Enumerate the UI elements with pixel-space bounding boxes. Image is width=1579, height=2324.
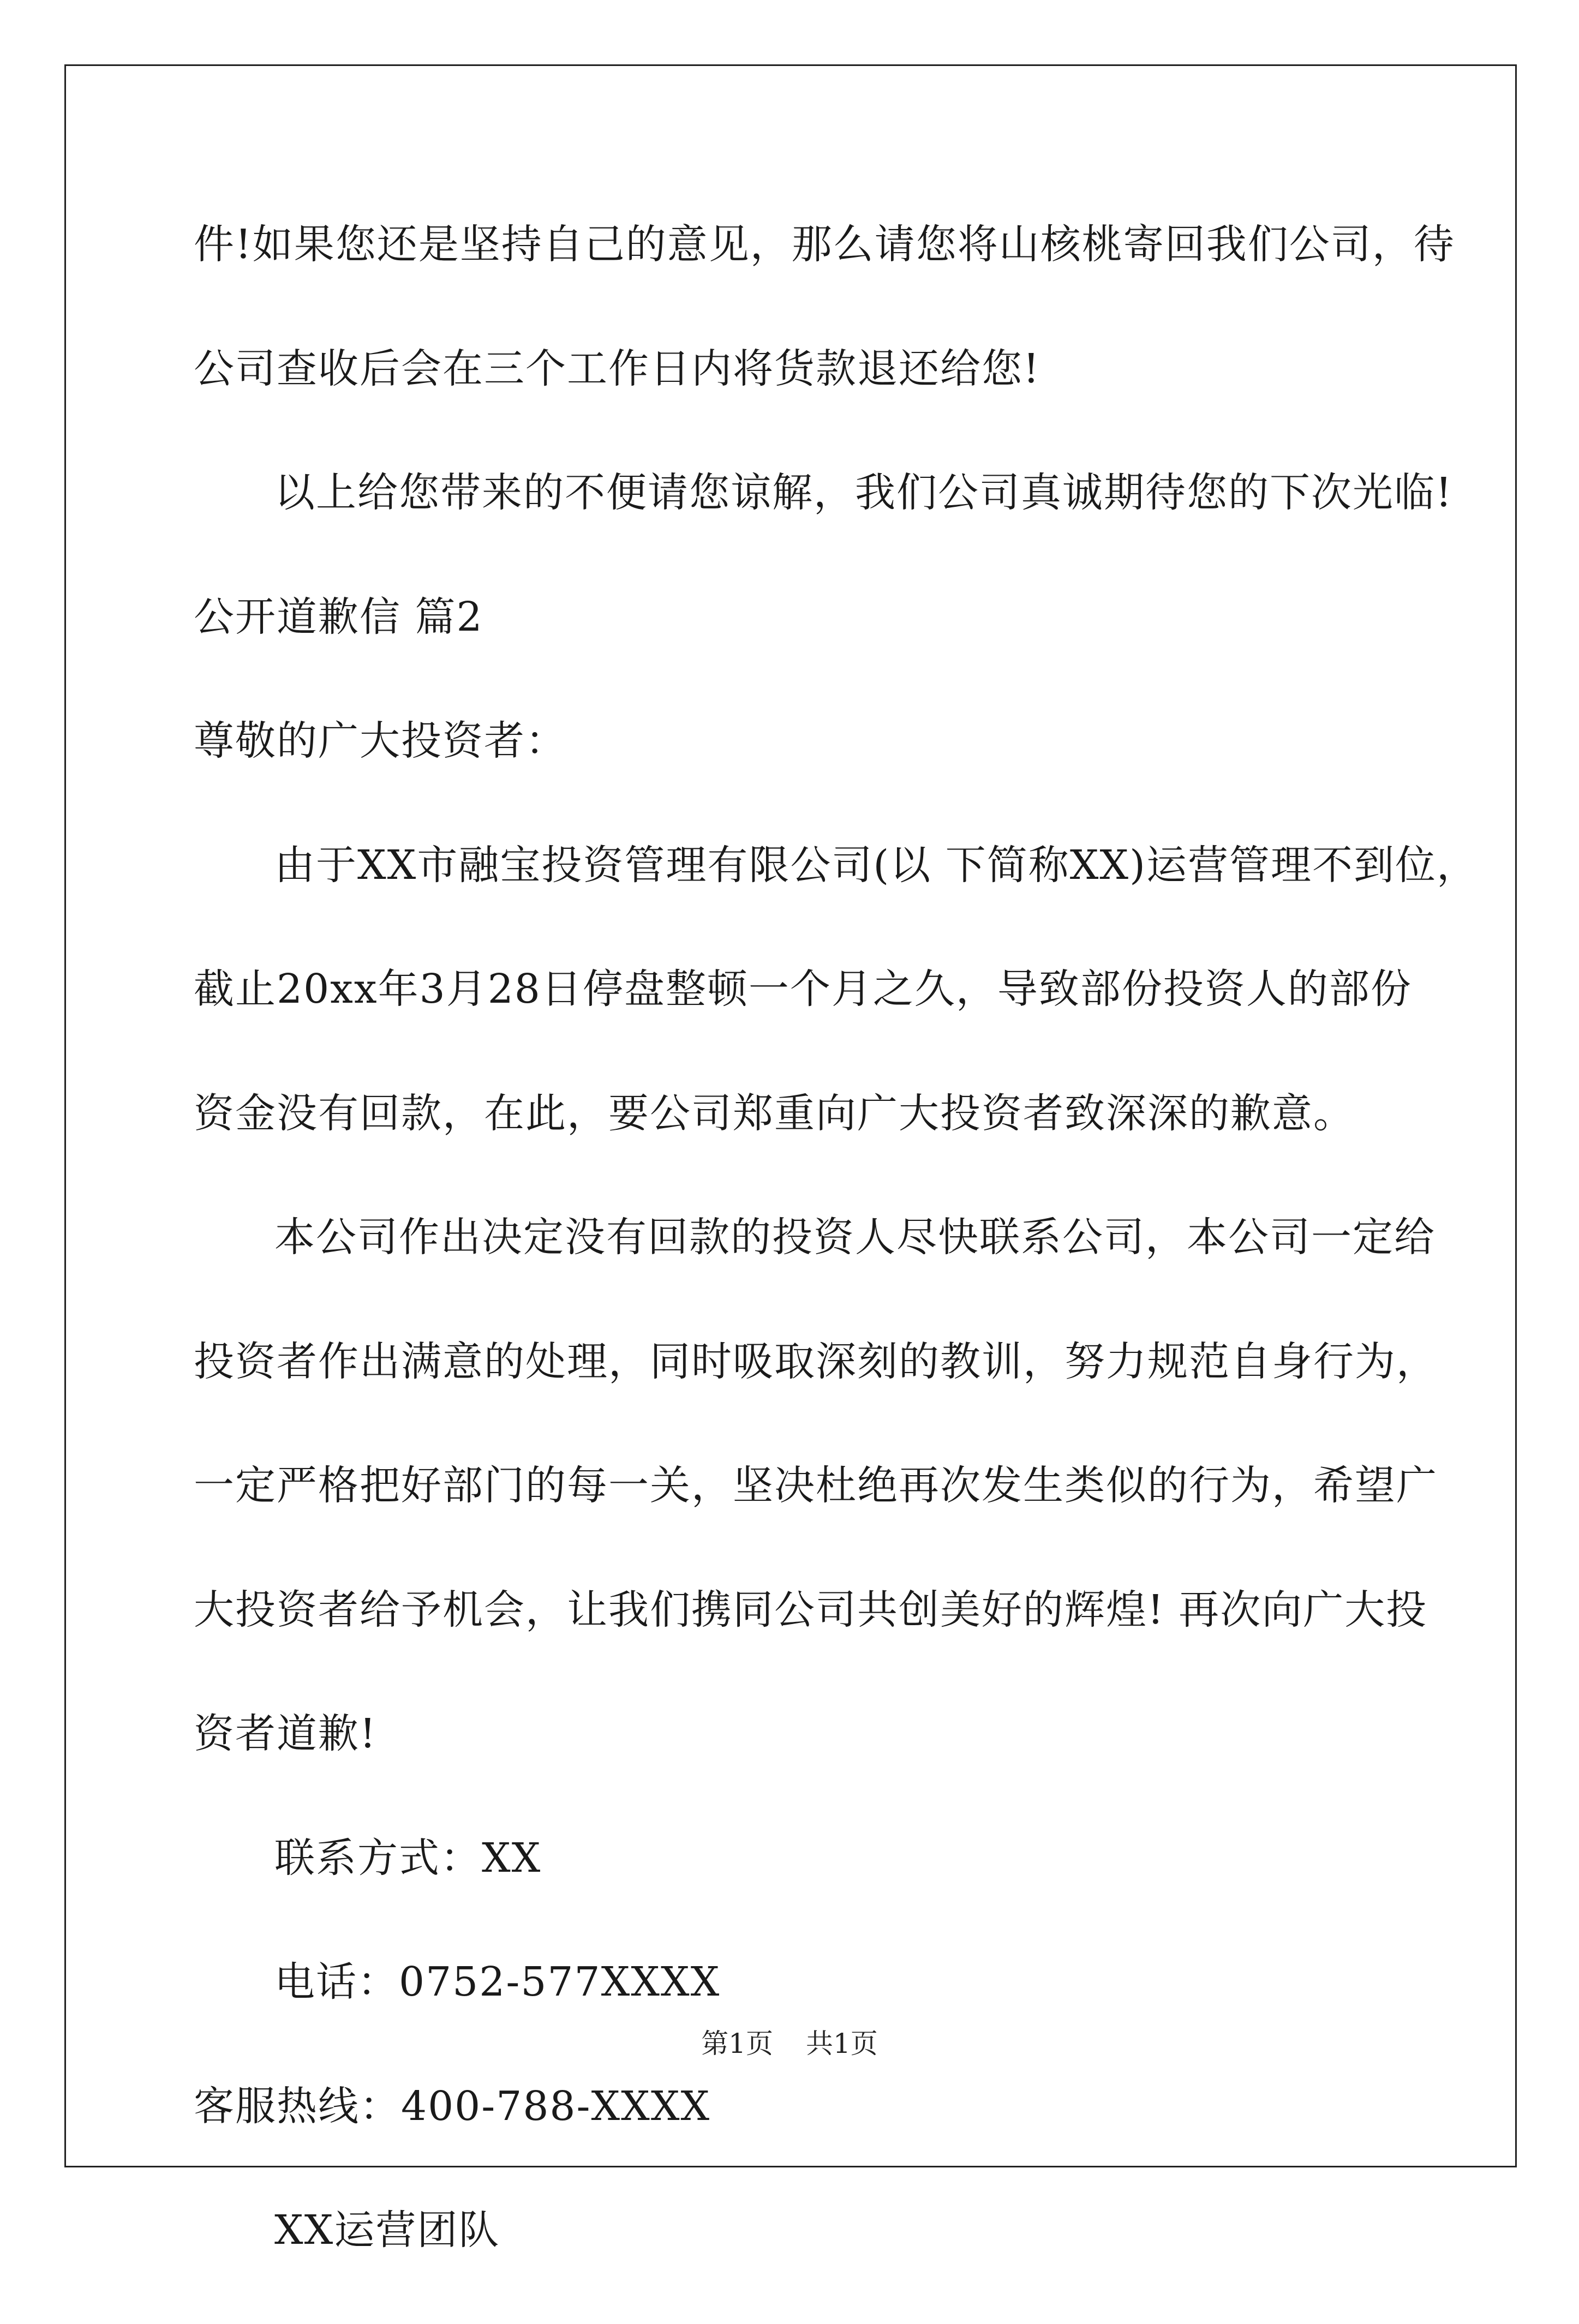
salutation: 尊敬的广大投资者：	[194, 717, 567, 764]
page-footer	[0, 2027, 1579, 2060]
text-line: 资金没有回款，在此，要公司郑重向广大投资者致深深的歉意。	[194, 1089, 1355, 1137]
text-line: 公司查收后会在三个工作日内将货款退还给您!	[194, 345, 1040, 392]
text-line: 截止20xx年3月28日停盘整顿一个月之久，导致部份投资人的部份	[194, 966, 1412, 1013]
text-line: 一定严格把好部门的每一关，坚决杜绝再次发生类似的行为，希望广	[194, 1462, 1438, 1509]
text-line: 件!如果您还是坚持自己的意见，那么请您将山核桃寄回我们公司，待	[194, 221, 1455, 268]
signature: XX运营团队	[274, 2207, 500, 2254]
page-total: 共1页	[806, 2028, 878, 2059]
text-line: 资者道歉!	[194, 1710, 377, 1757]
phone-number: 电话：0752-577XXXX	[274, 1958, 721, 2005]
contact-method: 联系方式：XX	[274, 1834, 542, 1882]
hotline-number: 客服热线：400-788-XXXX	[194, 2082, 711, 2130]
text-line: 投资者作出满意的处理，同时吸取深刻的教训，努力规范自身行为，	[194, 1338, 1438, 1385]
text-line: 以上给您带来的不便请您谅解，我们公司真诚期待您的下次光临!	[274, 469, 1453, 516]
text-line: 由于XX市融宝投资管理有限公司(以 下简称XX)运营管理不到位，	[274, 841, 1478, 889]
page-number: 第1页	[701, 2028, 773, 2059]
text-line: 本公司作出决定没有回款的投资人尽快联系公司，本公司一定给	[274, 1214, 1436, 1261]
section-heading: 公开道歉信 篇2	[194, 593, 483, 640]
document-body	[194, 214, 1478, 2324]
text-line: 大投资者给予机会，让我们携同公司共创美好的辉煌! 再次向广大投	[194, 1586, 1428, 1633]
